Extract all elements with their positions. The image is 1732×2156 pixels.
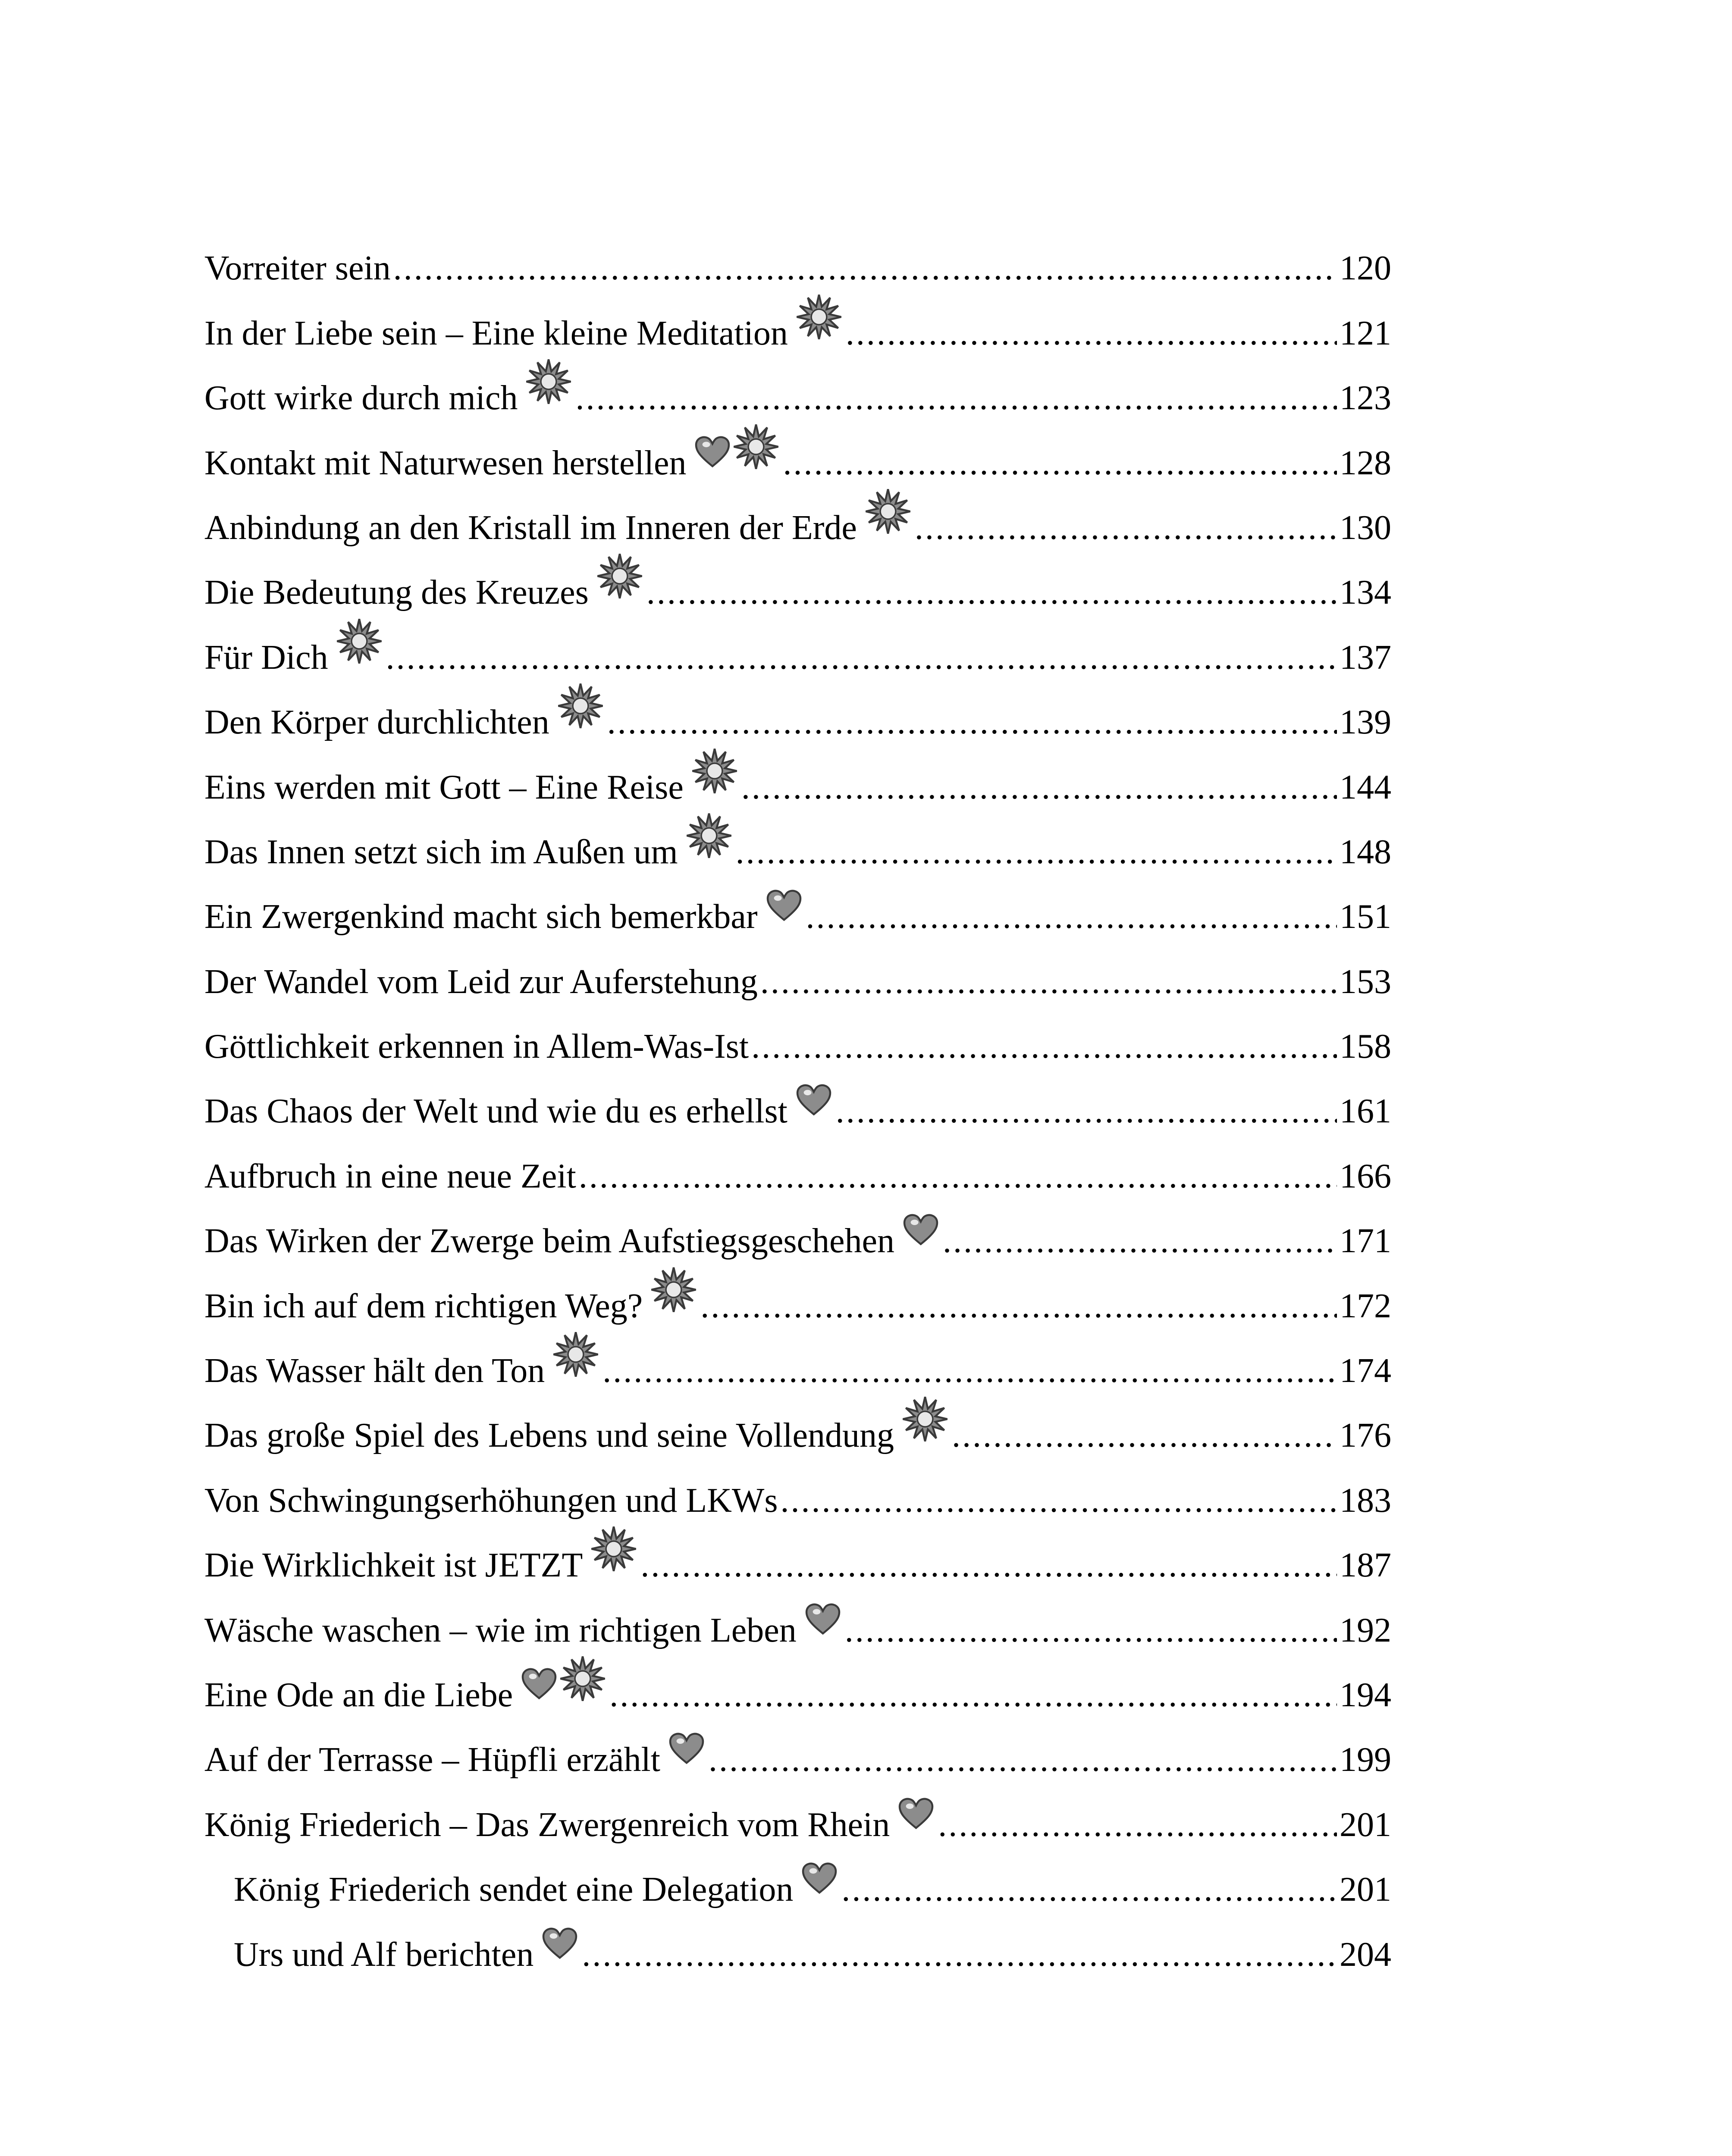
toc-entry[interactable] (204, 873, 1391, 937)
sun-icon (556, 682, 605, 730)
dot-leader (751, 1029, 1337, 1064)
entry-title: Das Wirken der Zwerge beim Aufstiegsgeschehen (204, 1222, 894, 1260)
page-number: 201 (1340, 1805, 1391, 1844)
dot-leader (836, 1094, 1337, 1128)
sun-icon (901, 1395, 949, 1443)
entry-icons (864, 487, 912, 536)
dot-leader (386, 640, 1337, 675)
sun-icon (690, 747, 739, 795)
page-number: 183 (1340, 1481, 1391, 1520)
toc-entry[interactable] (204, 613, 1391, 678)
dot-leader (579, 1159, 1337, 1194)
entry-title: Göttlichkeit erkennen in Allem-Was-Ist (204, 1028, 749, 1066)
entry-title: Die Wirklichkeit ist JETZT (204, 1546, 583, 1585)
dot-leader (952, 1418, 1337, 1453)
entry-icons (901, 1210, 940, 1249)
entry-icons (685, 812, 733, 860)
entry-title: Auf der Terrasse – Hüpfli erzählt (204, 1741, 660, 1779)
dot-leader (938, 1808, 1337, 1842)
page-number: 123 (1340, 379, 1391, 417)
entry-icons (520, 1655, 607, 1703)
heart-icon (803, 1599, 842, 1638)
toc-entry[interactable] (204, 1327, 1391, 1391)
page-number: 153 (1340, 962, 1391, 1001)
page-number: 161 (1340, 1092, 1391, 1131)
page-number: 139 (1340, 703, 1391, 742)
toc-entry[interactable] (204, 1391, 1391, 1456)
dot-leader (841, 1872, 1337, 1907)
dot-leader (846, 316, 1337, 351)
toc-entry[interactable] (204, 548, 1391, 613)
entry-title: Kontakt mit Naturwesen herstellen (204, 444, 687, 482)
entry-icons (650, 1266, 698, 1314)
entry-title: Eine Ode an die Liebe (204, 1676, 513, 1714)
entry-title: Vorreiter sein (204, 249, 391, 288)
entry-title: Die Bedeutung des Kreuzes (204, 573, 589, 612)
page-number: 130 (1340, 508, 1391, 547)
heart-icon (897, 1794, 935, 1833)
entry-title: Ein Zwergenkind macht sich bemerkbar (204, 898, 758, 936)
heart-icon (765, 886, 803, 924)
toc-entry[interactable] (204, 224, 1391, 289)
toc-entry[interactable] (204, 1651, 1391, 1716)
toc-entry[interactable] (204, 1586, 1391, 1651)
entry-icons (901, 1395, 949, 1443)
page-number: 148 (1340, 833, 1391, 871)
toc-entry[interactable] (204, 937, 1391, 1002)
toc-entry[interactable] (204, 1910, 1391, 1975)
entry-title: Das Innen setzt sich im Außen um (204, 833, 678, 871)
page-number: 166 (1340, 1157, 1391, 1195)
entry-icons (803, 1599, 842, 1638)
toc-entry[interactable] (204, 1846, 1391, 1910)
entry-icons (794, 1080, 833, 1119)
page-number: 171 (1340, 1222, 1391, 1260)
dot-leader (943, 1224, 1337, 1258)
dot-leader (915, 511, 1337, 545)
toc-entry[interactable] (204, 1456, 1391, 1521)
entry-title: Das Chaos der Welt und wie du es erhellst (204, 1092, 788, 1131)
entry-title: Eins werden mit Gott – Eine Reise (204, 768, 684, 806)
toc-entry[interactable] (204, 1780, 1391, 1845)
toc-entry[interactable] (204, 1262, 1391, 1326)
dot-leader (760, 965, 1337, 999)
dot-leader (709, 1742, 1337, 1777)
entry-icons (765, 886, 803, 924)
entry-title: König Friederich sendet eine Delegation (234, 1871, 794, 1909)
entry-title: Anbindung an den Kristall im Inneren der Erde (204, 508, 857, 547)
toc-entry[interactable] (204, 1521, 1391, 1586)
entry-icons (693, 423, 780, 471)
entry-icons (690, 747, 739, 795)
entry-title: Gott wirke durch mich (204, 379, 518, 417)
page-number: 151 (1340, 898, 1391, 936)
dot-leader (806, 899, 1337, 934)
toc-entry[interactable] (204, 743, 1391, 808)
dot-leader (609, 1678, 1337, 1712)
page-number: 194 (1340, 1676, 1391, 1714)
page-number: 134 (1340, 573, 1391, 612)
entry-title: Von Schwingungserhöhungen und LKWs (204, 1481, 778, 1520)
dot-leader (607, 705, 1337, 740)
page-number: 201 (1340, 1871, 1391, 1909)
dot-leader (700, 1289, 1337, 1323)
entry-title: Urs und Alf berichten (234, 1935, 534, 1974)
page-number: 137 (1340, 638, 1391, 677)
entry-title: Der Wandel vom Leid zur Auferstehung (204, 962, 758, 1001)
dot-leader (602, 1354, 1337, 1388)
page-number: 120 (1340, 249, 1391, 288)
sun-icon (559, 1655, 607, 1703)
entry-title: Das große Spiel des Lebens und seine Vollendung (204, 1416, 894, 1455)
page-number: 187 (1340, 1546, 1391, 1585)
dot-leader (736, 835, 1337, 869)
dot-leader (582, 1937, 1337, 1972)
entry-icons (795, 293, 843, 341)
toc-entry[interactable] (204, 1197, 1391, 1262)
sun-icon (590, 1525, 638, 1573)
dot-leader (741, 770, 1337, 805)
heart-icon (520, 1664, 559, 1703)
sun-icon (335, 617, 383, 665)
entry-title: Aufbruch in eine neue Zeit (204, 1157, 576, 1195)
entry-title: König Friederich – Das Zwergenreich vom Rhein (204, 1805, 890, 1844)
page-number: 192 (1340, 1611, 1391, 1649)
dot-leader (845, 1613, 1337, 1648)
entry-icons (590, 1525, 638, 1573)
dot-leader (646, 575, 1337, 610)
toc-entry[interactable] (204, 419, 1391, 483)
entry-icons (524, 357, 573, 406)
sun-icon (552, 1330, 600, 1379)
heart-icon (540, 1924, 579, 1962)
entry-title: Wäsche waschen – wie im richtigen Leben (204, 1611, 797, 1649)
page-number: 172 (1340, 1287, 1391, 1325)
dot-leader (781, 1483, 1337, 1518)
entry-icons (540, 1924, 579, 1962)
toc-entry[interactable] (204, 1003, 1391, 1067)
sun-icon (864, 487, 912, 536)
dot-leader (640, 1548, 1337, 1583)
dot-leader (575, 381, 1337, 415)
dot-leader (393, 251, 1337, 285)
page-number: 158 (1340, 1028, 1391, 1066)
entry-icons (667, 1729, 706, 1767)
heart-icon (693, 432, 732, 471)
sun-icon (524, 357, 573, 406)
dot-leader (783, 446, 1337, 480)
toc-entry[interactable] (204, 484, 1391, 548)
page-number: 144 (1340, 768, 1391, 806)
toc-entry[interactable] (204, 1067, 1391, 1132)
entry-icons (596, 552, 644, 600)
entry-title: Das Wasser hält den Ton (204, 1352, 545, 1390)
sun-icon (795, 293, 843, 341)
entry-icons (335, 617, 383, 665)
heart-icon (901, 1210, 940, 1249)
toc-entry[interactable] (204, 808, 1391, 873)
toc-entry[interactable] (204, 678, 1391, 743)
entry-title: Für Dich (204, 638, 328, 677)
entry-title: In der Liebe sein – Eine kleine Meditation (204, 314, 788, 352)
sun-icon (685, 812, 733, 860)
table-of-contents (204, 224, 1391, 1975)
entry-icons (897, 1794, 935, 1833)
toc-entry[interactable] (204, 354, 1391, 419)
entry-title: Den Körper durchlichten (204, 703, 549, 742)
entry-icons (556, 682, 605, 730)
entry-title: Bin ich auf dem richtigen Weg? (204, 1287, 643, 1325)
sun-icon (650, 1266, 698, 1314)
page-number: 174 (1340, 1352, 1391, 1390)
page-number: 176 (1340, 1416, 1391, 1455)
heart-icon (794, 1080, 833, 1119)
entry-icons (552, 1330, 600, 1379)
toc-entry[interactable] (204, 1132, 1391, 1197)
toc-entry[interactable] (204, 289, 1391, 354)
page-number: 199 (1340, 1741, 1391, 1779)
sun-icon (596, 552, 644, 600)
sun-icon (732, 423, 780, 471)
page-number: 204 (1340, 1935, 1391, 1974)
toc-entry[interactable] (204, 1716, 1391, 1780)
page-number: 128 (1340, 444, 1391, 482)
heart-icon (800, 1858, 839, 1897)
page-number: 121 (1340, 314, 1391, 352)
heart-icon (667, 1729, 706, 1767)
entry-icons (800, 1858, 839, 1897)
